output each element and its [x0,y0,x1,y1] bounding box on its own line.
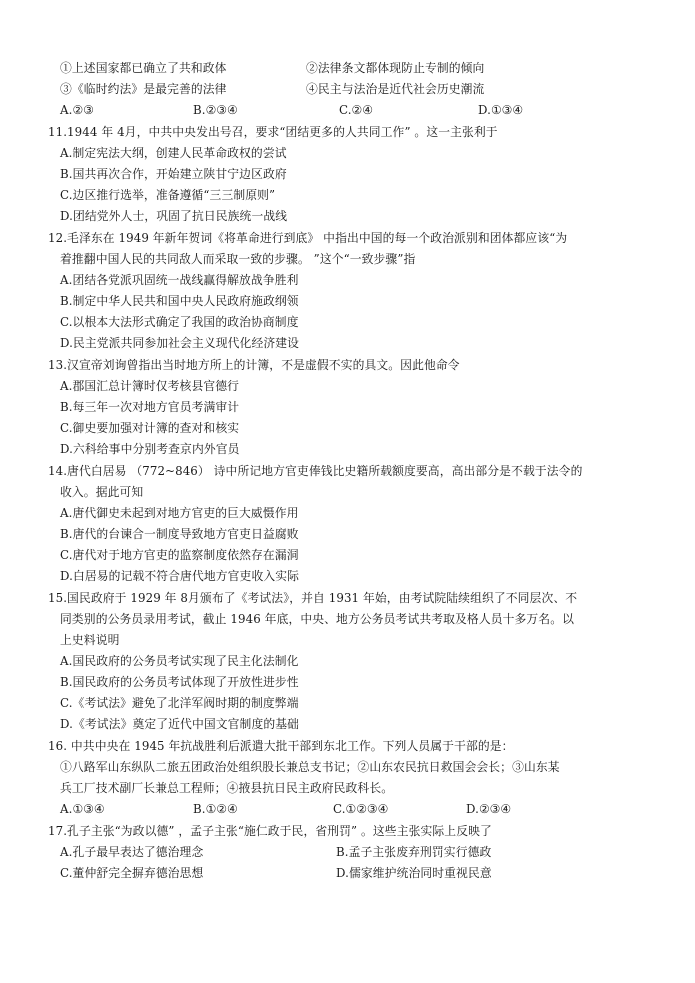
q10-option-a[interactable]: A.②③ [60,103,94,117]
q17-option-a[interactable]: A.孔子最早表达了德治理念 [60,845,204,859]
q12-option-b[interactable]: B.制定中华人民共和国中央人民政府施政纲领 [60,294,299,308]
q17-option-c[interactable]: C.董仲舒完全摒弃德治思想 [60,866,204,880]
q12-stem-line-1: 12.毛泽东在 1949 年新年贺词《将革命进行到底》 中指出中国的每一个政治派别和团体都应该“为 [48,231,568,245]
q11-option-b[interactable]: B.国共再次合作，开始建立陕甘宁边区政府 [60,167,287,181]
q12-option-a[interactable]: A.团结各党派巩固统一战线赢得解放战争胜利 [60,273,299,287]
q16-option-d[interactable]: D.②③④ [466,802,512,816]
q14-option-a[interactable]: A.唐代御史未起到对地方官吏的巨大威慑作用 [60,506,299,520]
q17-option-b[interactable]: B.孟子主张废弃刑罚实行德政 [336,845,492,859]
q13-option-a[interactable]: A.郡国汇总计簿时仅考核县官德行 [60,379,240,393]
q16-stem: 16. 中共中央在 1945 年抗战胜利后派遣大批干部到东北工作。下列人员属于干部的是： [48,739,514,753]
q16-items-line-2: 兵工厂技术副厂长兼总工程师；④掖县抗日民主政府民政科长。 [60,781,394,795]
q13-option-b[interactable]: B.每三年一次对地方官员考满审计 [60,400,240,414]
q15-option-a[interactable]: A.国民政府的公务员考试实现了民主化法制化 [60,654,299,668]
q10-option-c[interactable]: C.②④ [339,103,373,117]
q16-option-c[interactable]: C.①②③④ [333,802,389,816]
q11-option-d[interactable]: D.团结党外人士，巩固了抗日民族统一战线 [60,209,288,223]
q16-option-b[interactable]: B.①②④ [193,802,238,816]
q15-stem-line-2: 同类别的公务员录用考试，截止 1946 年底，中央、地方公务员考试共考取及格人员十多万名。以 [60,612,574,626]
q12-stem-line-2: 着推翻中国人民的共同敌人而采取一致的步骤。 ”这个“一致步骤”指 [60,252,416,266]
q11-option-a[interactable]: A.制定宪法大纲，创建人民革命政权的尝试 [60,146,287,160]
q10-option-d[interactable]: D.①③④ [478,103,524,117]
q10-statement-4: ④民主与法治是近代社会历史潮流 [306,82,485,96]
q10-statement-2: ②法律条文都体现防止专制的倾向 [306,61,485,75]
q14-option-d[interactable]: D.白居易的记载不符合唐代地方官吏收入实际 [60,569,300,583]
q13-option-d[interactable]: D.六科给事中分别考查京内外官员 [60,442,240,456]
q15-option-c[interactable]: C.《考试法》避免了北洋军阀时期的制度弊端 [60,696,299,710]
q17-option-d[interactable]: D.儒家维护统治同时重视民意 [336,866,492,880]
q15-stem-line-1: 15.国民政府于 1929 年 8月颁布了《考试法》，并自 1931 年始，由考试院陆续组织了不同层次、不 [48,591,578,605]
q11-stem: 11.1944 年 4月，中共中央发出号召，要求“团结更多的人共同工作” 。这一主张利于 [48,125,498,139]
q15-stem-line-3: 上史料说明 [60,633,120,647]
q13-stem: 13.汉宣帝刘询曾指出当时地方所上的计簿，不是虚假不实的具文。因此他命令 [48,358,460,372]
q14-option-b[interactable]: B.唐代的台谏合一制度导致地方官吏日益腐败 [60,527,299,541]
q17-stem: 17.孔子主张“为政以德” ，孟子主张“施仁政于民，省刑罚” 。这些主张实际上反映了 [48,824,492,838]
q11-option-c[interactable]: C.边区推行选举，准备遵循“三三制原则” [60,188,276,202]
q13-option-c[interactable]: C.御史要加强对计簿的查对和核实 [60,421,240,435]
q10-statement-3: ③《临时约法》是最完善的法律 [60,82,227,96]
q12-option-d[interactable]: D.民主党派共同参加社会主义现代化经济建设 [60,336,300,350]
q15-option-d[interactable]: D.《考试法》奠定了近代中国文官制度的基础 [60,717,300,731]
q14-stem-line-2: 收入。据此可知 [60,485,144,499]
q15-option-b[interactable]: B.国民政府的公务员考试体现了开放性进步性 [60,675,299,689]
q10-statement-1: ①上述国家都已确立了共和政体 [60,61,227,75]
q14-option-c[interactable]: C.唐代对于地方官吏的监察制度依然存在漏洞 [60,548,299,562]
q12-option-c[interactable]: C.以根本大法形式确定了我国的政治协商制度 [60,315,299,329]
q16-items-line-1: ①八路军山东纵队二旅五团政治处组织股长兼总支书记；②山东农民抗日救国会会长；③山东某 [60,760,560,774]
q14-stem-line-1: 14.唐代白居易 （772~846） 诗中所记地方官吏俸钱比史籍所载额度要高，高出部分是不载于法令的 [48,464,583,478]
q16-option-a[interactable]: A.①③④ [60,802,105,816]
q10-option-b[interactable]: B.②③④ [193,103,238,117]
